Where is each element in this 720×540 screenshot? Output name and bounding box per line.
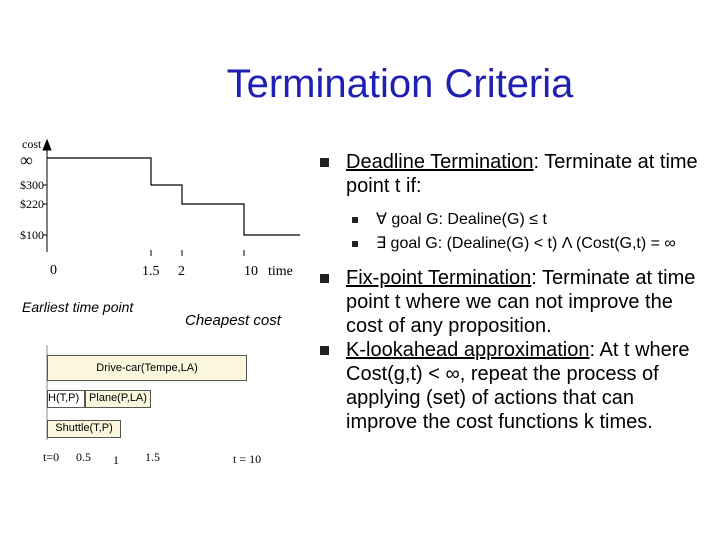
y-axis-label: cost: [22, 137, 42, 151]
y-tick-100: $100: [20, 228, 44, 242]
x-tick-1.5: 1.5: [142, 264, 160, 279]
bullet-marker: [320, 158, 329, 167]
y-tick-300: $300: [20, 178, 44, 192]
fixpoint-heading: Fix-point Termination: [346, 267, 532, 289]
fixpoint-text: : Terminate at time point t where we can not improve the cost of any proposition.: [346, 267, 696, 337]
bullet-fixpoint: [318, 266, 708, 338]
y-infinity-label: ∞: [20, 150, 33, 170]
y-tick-220: $220: [20, 197, 44, 211]
deadline-sub-2-text: ∃ goal G: (Dealine(G) < t) Λ (Cost(G,t) = ∞: [376, 235, 676, 252]
timeline-label-0.5: 0.5: [76, 450, 91, 464]
cheapest-cost-annotation: Cheapest cost: [185, 312, 281, 329]
klookahead-heading: K-lookahead approximation: [346, 339, 590, 361]
bullet-list: [318, 150, 708, 434]
x-tick-2: 2: [178, 264, 185, 279]
h-tp-bar: H(T,P): [47, 390, 85, 408]
page-title: Termination Criteria: [226, 62, 574, 106]
earliest-time-annotation: Earliest time point: [22, 299, 134, 315]
x-tick-10: 10: [244, 264, 258, 279]
plane-bar: Plane(P,LA): [85, 390, 151, 408]
timeline-label-1: 1: [113, 453, 119, 467]
x-tick-0: 0: [50, 263, 57, 278]
timeline-label-t0: t=0: [43, 450, 60, 464]
bullet-deadline: [318, 150, 708, 198]
sub-bullet-marker: [352, 217, 358, 223]
deadline-sub-1: [318, 208, 708, 232]
deadline-sub-2: [318, 232, 708, 256]
drive-car-bar: Drive-car(Tempe,LA): [47, 355, 247, 381]
klookahead-text: : At t where Cost(g,t) < ∞, repeat the process of applying (set) of actions that can improve the cost functions k times.: [346, 339, 690, 433]
bullet-klookahead: [318, 338, 708, 434]
deadline-heading: Deadline Termination: [346, 151, 534, 173]
deadline-text: : Terminate at time point t if:: [346, 151, 698, 197]
timeline-label-1.5: 1.5: [145, 450, 160, 464]
timeline-label-t10: t = 10: [233, 452, 262, 466]
deadline-sub-1-text: ∀ goal G: Dealine(G) ≤ t: [376, 211, 547, 228]
shuttle-bar: Shuttle(T,P): [47, 420, 121, 438]
x-axis-label: time: [268, 264, 293, 279]
sub-bullet-marker: [352, 241, 358, 247]
bullet-marker: [320, 346, 329, 355]
bullet-marker: [320, 274, 329, 283]
